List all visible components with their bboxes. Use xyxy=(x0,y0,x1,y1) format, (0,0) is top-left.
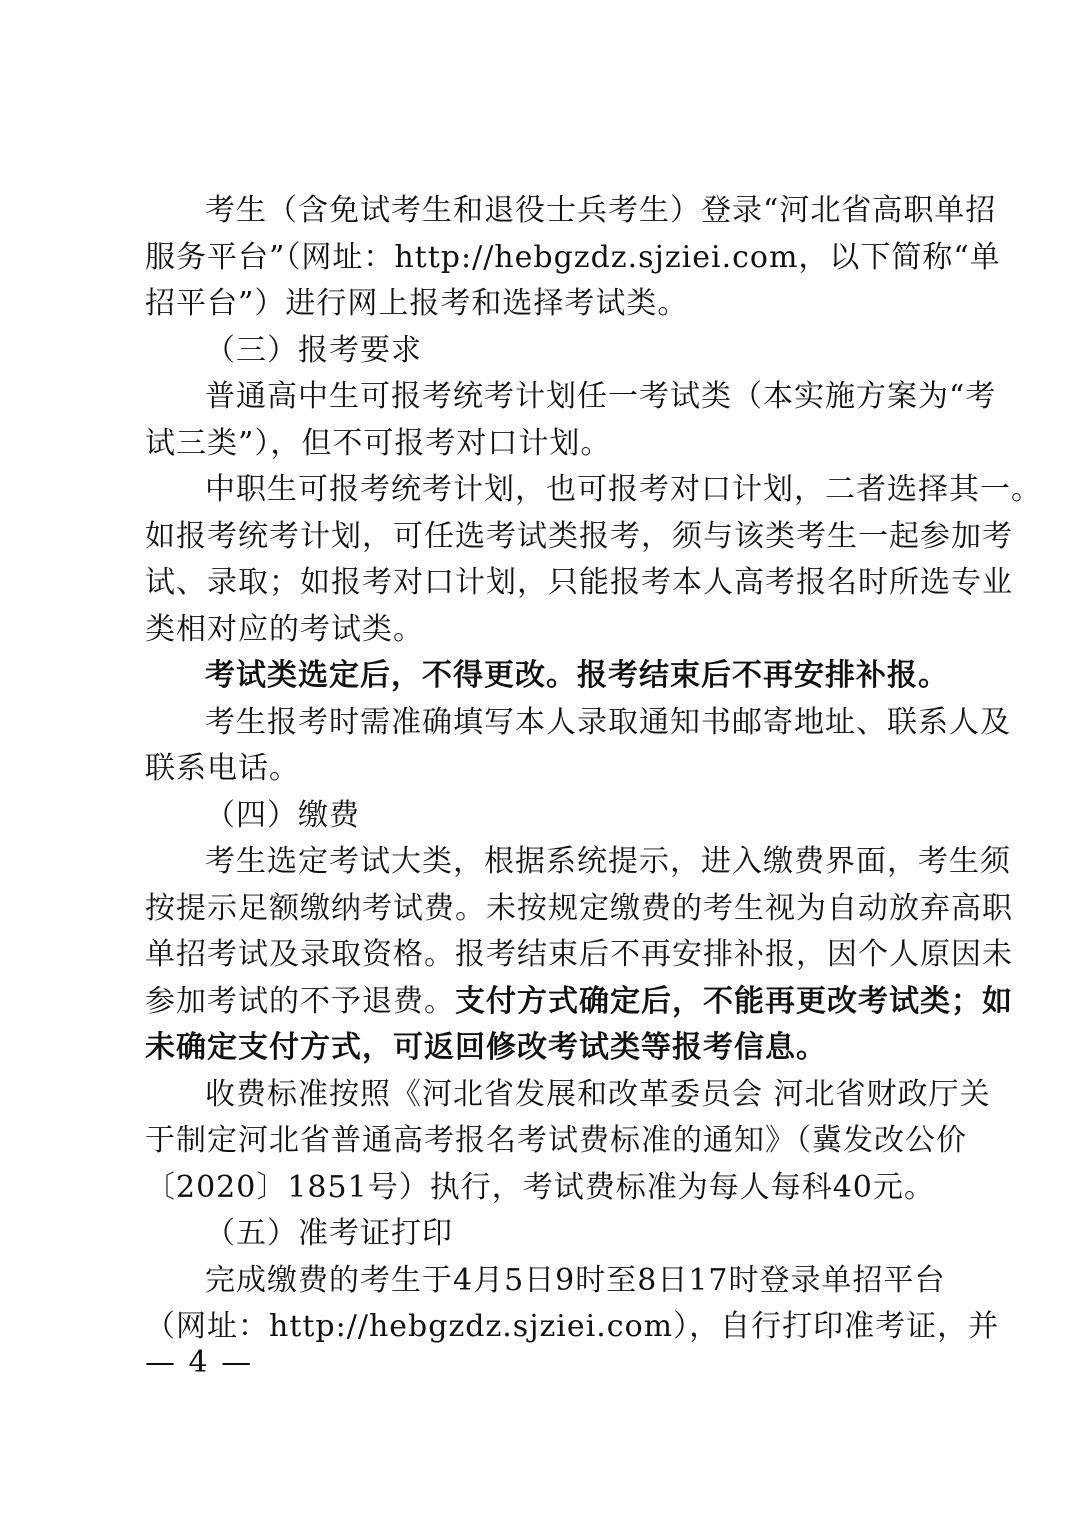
paragraph-line: 普通高中生可报考统考计划任一考试类（本实施方案为“考 xyxy=(205,379,997,414)
paragraph-line: 试三类”），但不可报考对口计划。 xyxy=(145,425,612,461)
paragraph-line: 考生选定考试大类，根据系统提示，进入缴费界面，考生须 xyxy=(205,844,1011,879)
paragraph-line: 中职生可报考统考计划，也可报考对口计划，二者选择其一。 xyxy=(205,472,1042,507)
paragraph-line: 如报考统考计划，可任选考试类报考，须与该类考生一起参加考 xyxy=(145,518,1013,554)
section-heading-5: （五）准考证打印 xyxy=(205,1216,453,1251)
paragraph-line: 收费标准按照《河北省发展和改革委员会 河北省财政厅关 xyxy=(205,1076,991,1112)
paragraph-line: 〔2020〕1851号）执行，考试费标准为每人每科40元。 xyxy=(145,1169,935,1205)
paragraph-line: 服务平台”（网址：http://hebgzdz.sjziei.com，以下简称“单 xyxy=(145,239,1001,275)
paragraph-line: 考生（含免试考生和退役士兵考生）登录“河北省高职单招 xyxy=(205,193,997,228)
page-number: — 4 — xyxy=(145,1345,254,1380)
paragraph-line: 联系电话。 xyxy=(145,751,300,786)
paragraph-line: 考生报考时需准确填写本人录取通知书邮寄地址、联系人及 xyxy=(205,704,1011,740)
paragraph-line: （网址：http://hebgzdz.sjziei.com），自行打印准考证，并 xyxy=(145,1309,1000,1344)
paragraph-line: 完成缴费的考生于4月5日9时至8日17时登录单招平台 xyxy=(205,1262,946,1298)
paragraph-line: 按提示足额缴纳考试费。未按规定缴费的考生视为自动放弃高职 xyxy=(145,890,1013,926)
paragraph-line: 单招考试及录取资格。报考结束后不再安排补报，因个人原因未 xyxy=(145,937,1013,972)
emphasis-line: 未确定支付方式，可返回修改考试类等报考信息。 xyxy=(145,1030,827,1065)
paragraph-line: 试、录取；如报考对口计划，只能报考本人高考报名时所选专业 xyxy=(145,565,1013,600)
section-heading-4: （四）缴费 xyxy=(205,797,360,833)
section-heading-3: （三）报考要求 xyxy=(205,332,422,368)
paragraph-line-mixed xyxy=(145,979,1013,1026)
paragraph-line: 招平台”）进行网上报考和选择考试类。 xyxy=(145,286,689,321)
paragraph-line: 类相对应的考试类。 xyxy=(145,611,424,647)
paragraph-line: 于制定河北省普通高考报名考试费标准的通知》（冀发改公价 xyxy=(145,1123,967,1158)
emphasis-line: 考试类选定后，不得更改。报考结束后不再安排补报。 xyxy=(205,658,949,693)
plain-text-run: 参加考试的不予退费。 xyxy=(145,983,455,1019)
bold-text-run: 支付方式确定后，不能再更改考试类；如 xyxy=(455,983,1013,1019)
document-body xyxy=(145,188,1042,1351)
